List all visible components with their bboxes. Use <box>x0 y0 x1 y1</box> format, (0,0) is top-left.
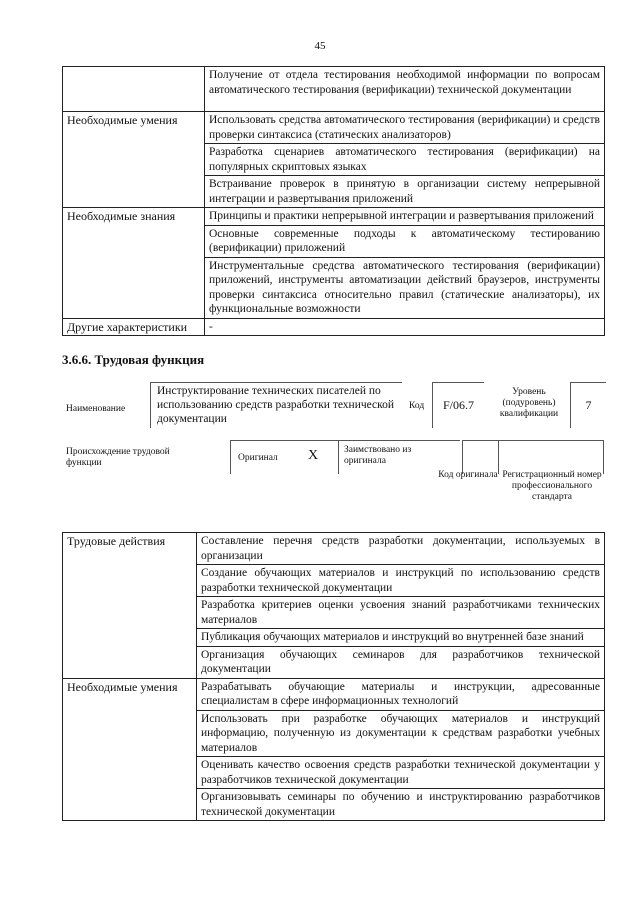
table-cell: Встраивание проверок в принятую в организации систему непрерывной интеграции и развертывания приложений <box>205 176 605 208</box>
table-row <box>63 208 605 226</box>
table-row <box>63 678 605 710</box>
table-cell: Основные современные подходы к автоматическому тестированию (верификации) приложений <box>205 225 605 257</box>
table-cell: Принципы и практики непрерывной интеграции и развертывания приложений <box>205 208 605 226</box>
name-label: Наименование <box>66 404 126 414</box>
table-row <box>63 318 605 336</box>
code-original-label: Код оригинала <box>438 470 498 480</box>
table-cell: Составление перечня средств разработки документации, используемых в организации <box>197 533 605 565</box>
table-cell: Разработка сценариев автоматического тестирования (верификации) на популярных скриптовых языках <box>205 144 605 176</box>
qualification-level: 7 <box>570 382 606 428</box>
table-cell: Организация обучающих семинаров для разработчиков технической документации <box>197 646 605 678</box>
table-cell: Публикация обучающих материалов и инструкций во внутренней базе знаний <box>197 629 605 647</box>
row-label: Необходимые умения <box>63 112 205 208</box>
table-cell: - <box>205 318 605 336</box>
table-cell: Инструментальные средства автоматического тестирования (верификации) приложений, инструменты автоматизации действий браузеров, инструменты проверки синтаксиса относительно правил (статические анализаторы), их функциональные возможности <box>205 257 605 318</box>
code-original-box <box>462 440 498 474</box>
page-number: 45 <box>314 40 326 52</box>
borrowed-label: Заимствовано из оригинала <box>344 445 412 466</box>
table-cell: Создание обучающих материалов и инструкций по использованию средств разработки технической документации <box>197 565 605 597</box>
row-label <box>63 67 205 112</box>
table-cell: Организовывать семинары по обучению и инструктированию разработчиков технической документации <box>197 789 605 821</box>
table-cell: Использовать средства автоматического тестирования (верификации) и средств проверки синтаксиса (статических анализаторов) <box>205 112 605 144</box>
original-label: Оригинал <box>238 453 278 463</box>
code-label: Код <box>409 401 425 411</box>
table-cell: Разрабатывать обучающие материалы и инструкции, адресованные специалистам в сфере информационных технологий <box>197 678 605 710</box>
function-code: F/06.7 <box>432 382 484 428</box>
reg-number-box <box>498 440 604 474</box>
table-cell: Получение от отдела тестирования необходимой информации по вопросам автоматического тестирования (верификации) технической документации <box>205 67 605 112</box>
origin-label: Происхождение трудовой функции <box>66 447 170 468</box>
table-row <box>63 112 605 144</box>
table-row <box>63 67 605 112</box>
table-cell: Разработка критериев оценки усвоения знаний разработчиками технических материалов <box>197 597 605 629</box>
table-row <box>63 533 605 565</box>
function-name: Инструктирование технических писателей по использованию средств разработки технической документации <box>150 382 402 428</box>
original-mark: X <box>308 448 319 463</box>
table-cell: Использовать при разработке обучающих материалов и инструкций информацию, полученную из документации к средствам разработки учебных материалов <box>197 710 605 757</box>
section-title: 3.6.6. Трудовая функция <box>62 352 205 367</box>
requirements-table-continued <box>62 66 605 336</box>
reg-number-label: Регистрационный номер профессионального стандарта <box>502 470 602 502</box>
level-label: Уровень (подуровень) квалификации <box>499 387 559 419</box>
labor-function-table <box>62 532 605 821</box>
row-label: Трудовые действия <box>63 533 197 679</box>
row-label: Необходимые знания <box>63 208 205 319</box>
row-label: Необходимые умения <box>63 678 197 821</box>
row-label: Другие характеристики <box>63 318 205 336</box>
table-cell: Оценивать качество освоения средств разработки технической документации у разработчиков технической документации <box>197 757 605 789</box>
